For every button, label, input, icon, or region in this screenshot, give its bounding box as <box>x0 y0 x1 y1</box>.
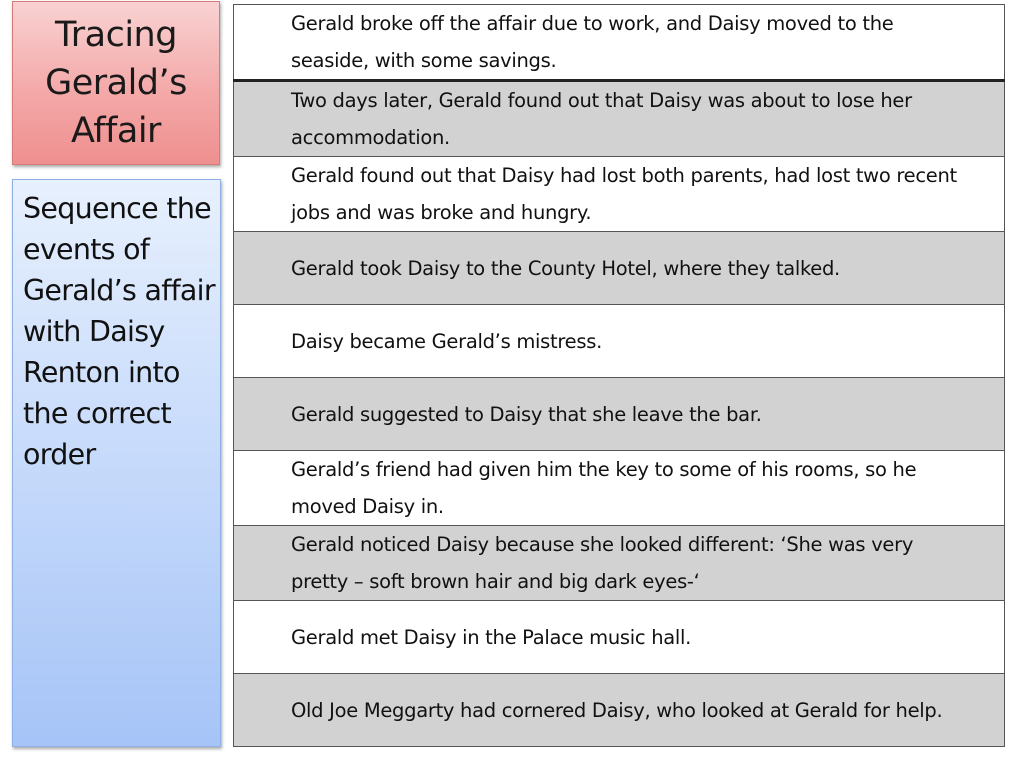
event-cell: Old Joe Meggarty had cornered Daisy, who looked at Gerald for help. <box>234 674 1005 747</box>
event-cell: Gerald met Daisy in the Palace music hall. <box>234 601 1005 674</box>
table-row <box>234 378 1005 451</box>
event-cell: Gerald took Daisy to the County Hotel, where they talked. <box>234 232 1005 305</box>
page-title: Tracing Gerald’s Affair <box>45 15 187 151</box>
instruction-text: Sequence the events of Gerald’s affair with Daisy Renton into the correct order <box>23 192 215 471</box>
table-row <box>234 305 1005 378</box>
event-cell: Two days later, Gerald found out that Daisy was about to lose her accommodation. <box>234 81 1005 157</box>
table-row <box>234 674 1005 747</box>
event-cell: Gerald broke off the affair due to work, and Daisy moved to the seaside, with some savings. <box>234 5 1005 81</box>
table-row <box>234 451 1005 526</box>
table-row <box>234 232 1005 305</box>
events-table <box>233 4 1005 747</box>
table-row <box>234 5 1005 81</box>
table-row <box>234 526 1005 601</box>
table-row <box>234 157 1005 232</box>
event-cell: Gerald found out that Daisy had lost both parents, had lost two recent jobs and was broke and hungry. <box>234 157 1005 232</box>
event-cell: Daisy became Gerald’s mistress. <box>234 305 1005 378</box>
title-box <box>12 1 220 165</box>
table-row <box>234 601 1005 674</box>
table-row <box>234 81 1005 157</box>
event-cell: Gerald suggested to Daisy that she leave the bar. <box>234 378 1005 451</box>
instruction-box <box>12 179 221 747</box>
event-cell: Gerald’s friend had given him the key to some of his rooms, so he moved Daisy in. <box>234 451 1005 526</box>
event-cell: Gerald noticed Daisy because she looked different: ‘She was very pretty – soft brown hair and big dark eyes-‘ <box>234 526 1005 601</box>
